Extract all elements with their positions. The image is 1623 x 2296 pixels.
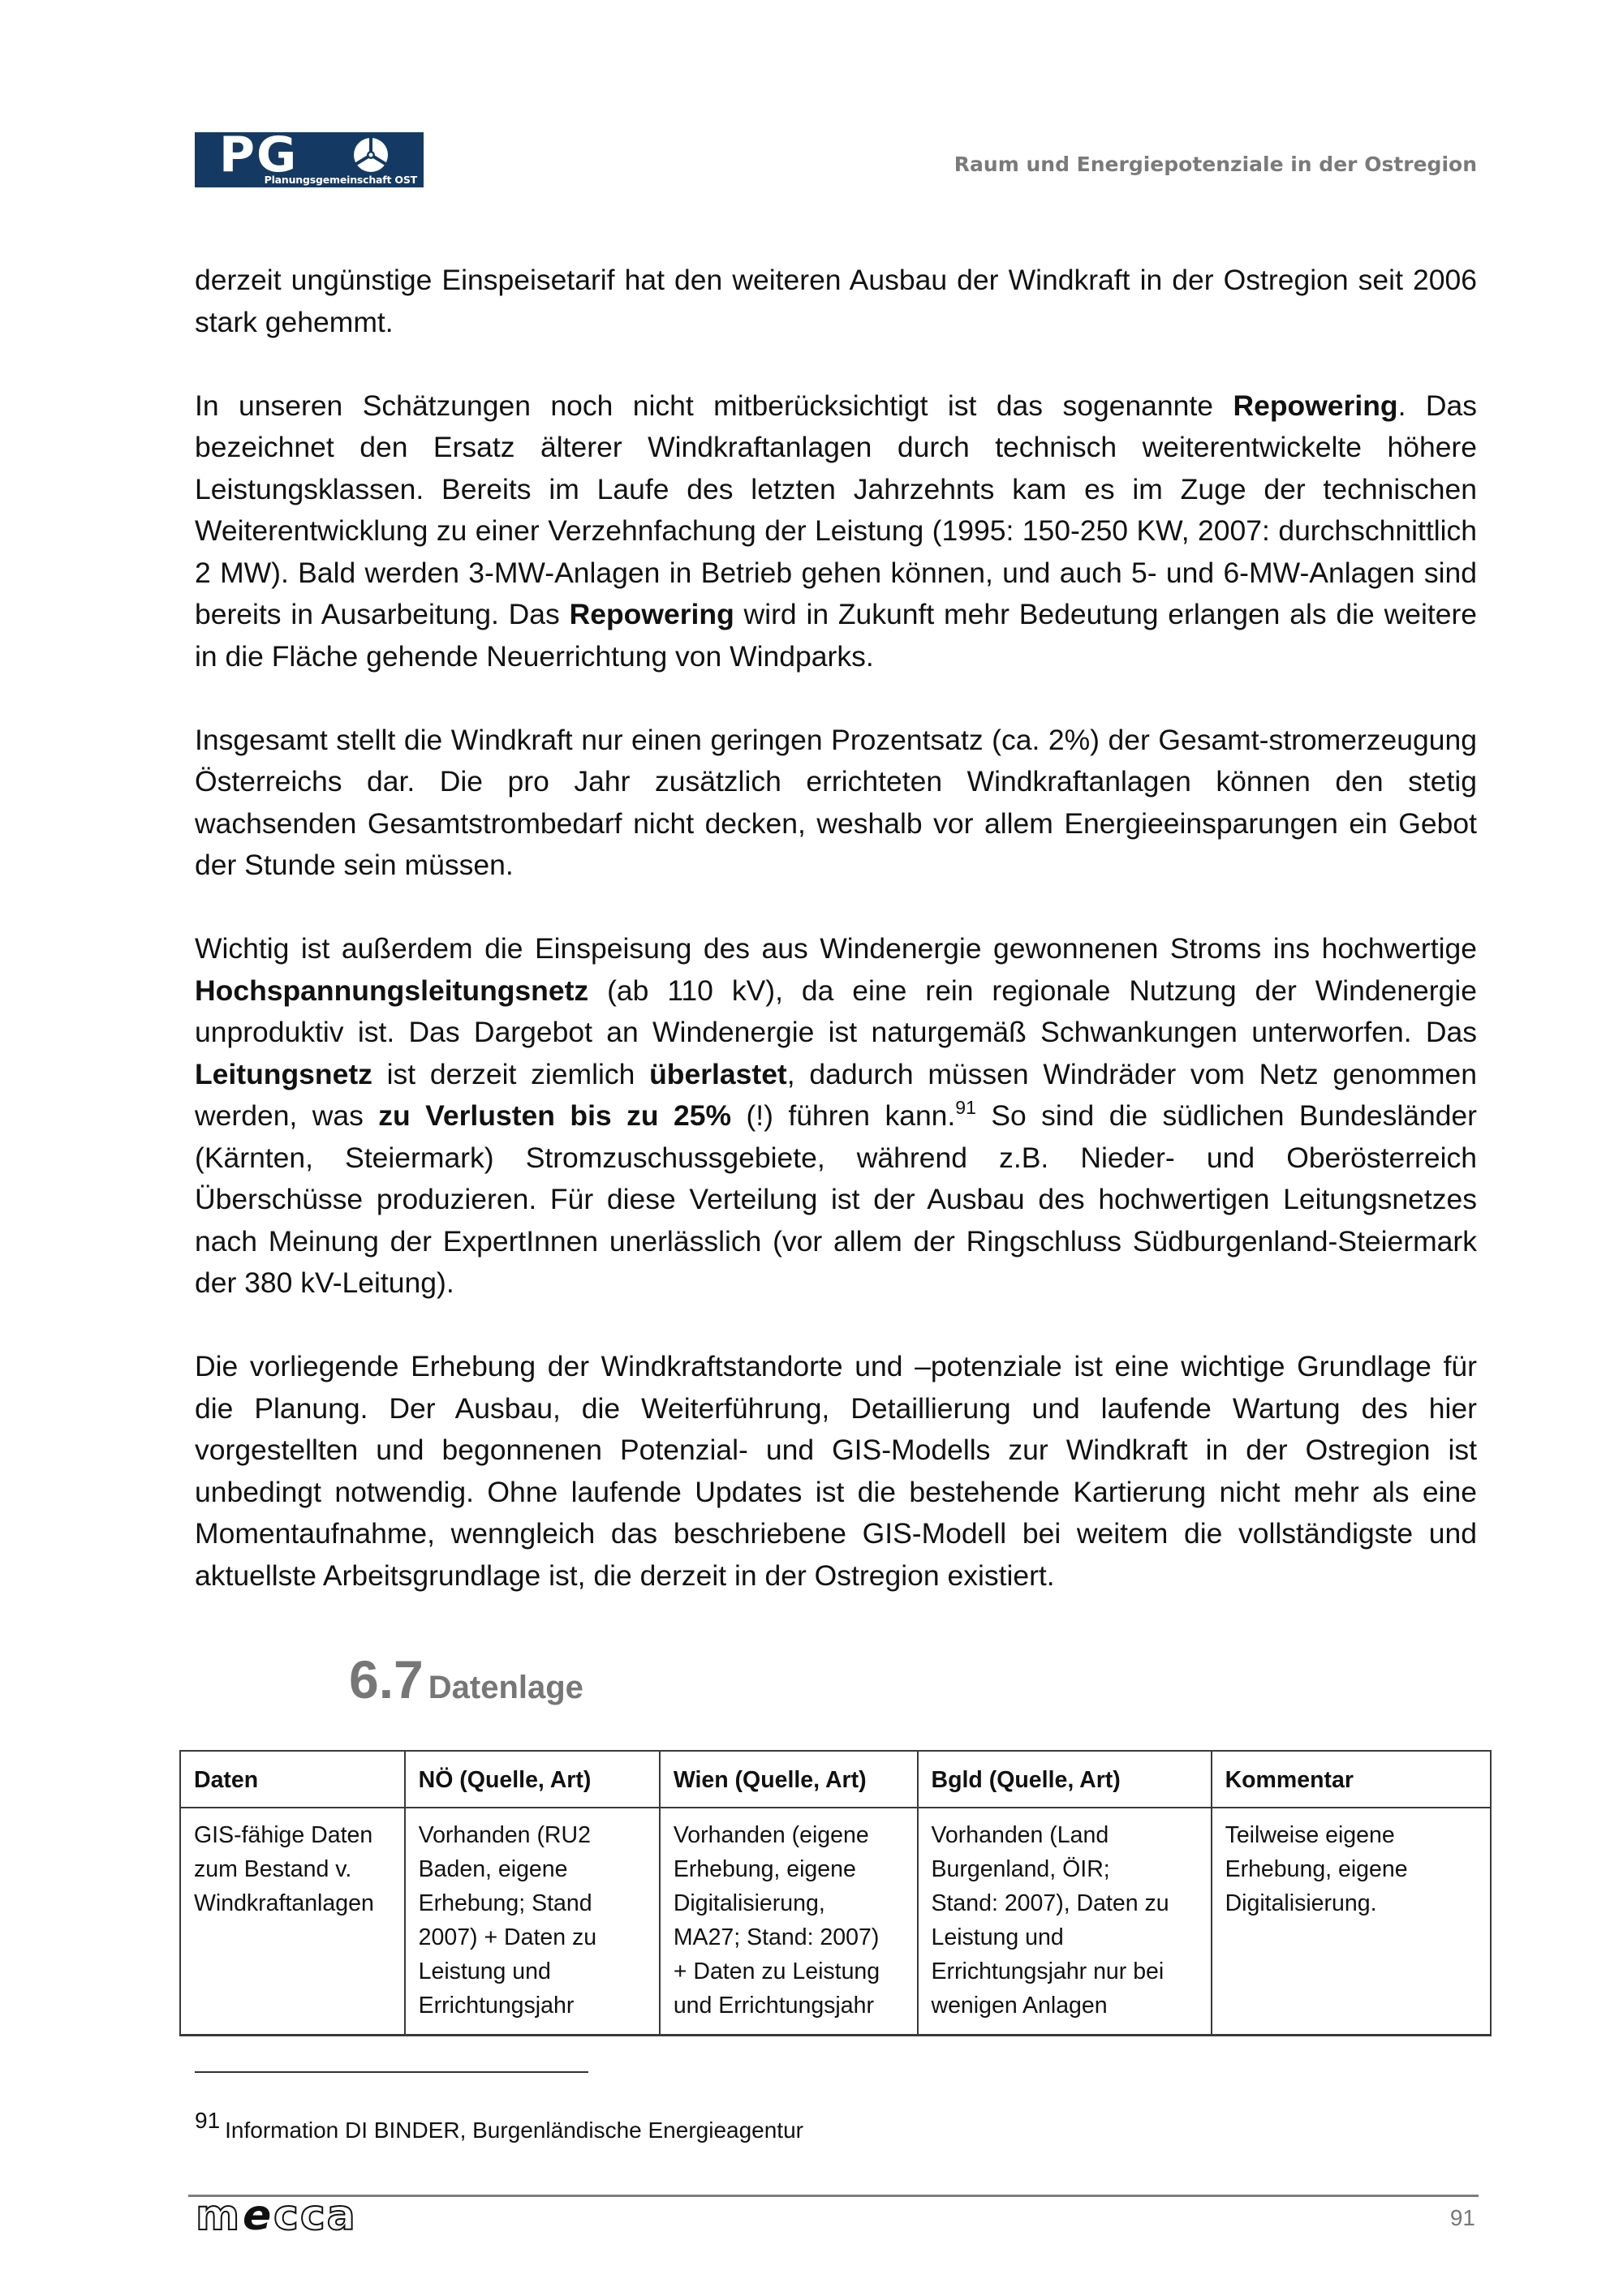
cell-text-line: Leistung und — [418, 1958, 551, 1984]
cell-text-line: Errichtungsjahr — [418, 1993, 575, 2019]
table-cell — [918, 1808, 1212, 2036]
body-text — [195, 260, 1477, 1639]
cell-text-line: Erhebung; Stand — [418, 1890, 592, 1916]
text-segment: derzeit ungünstige Einspeisetarif hat den weiteren Ausbau der Windkraft in der Ostregion seit 2006 stark gehemmt. — [195, 264, 1477, 338]
logo-letters: PG — [219, 127, 299, 183]
text-segment: So sind die südlichen Bundesländer (Kärnten, Steiermark) Stromzuschussgebiete, während z.B. Nieder- und Oberösterreich Überschüsse produzieren. Für diese Verteilung ist der Ausbau des hochwertigen Leitungsnetzes nach Meinung der ExpertInnen unerlässlich (vor allem der Ringschluss Südburgenland-Steiermark der 380 kV-Leitung). — [195, 1099, 1478, 1299]
emphasized-text: Repowering — [1233, 389, 1398, 422]
cell-text-line: Leistung und — [931, 1924, 1064, 1950]
table-cell — [405, 1808, 660, 2036]
emphasized-text: überlastet — [649, 1057, 787, 1090]
data-availability-table — [179, 1750, 1492, 2036]
paragraph — [195, 928, 1477, 1305]
table-row — [180, 1808, 1491, 2036]
cell-text-line: und Errichtungsjahr — [673, 1993, 874, 2019]
cell-text-line: Stand: 2007), Daten zu — [931, 1890, 1169, 1916]
text-segment: (!) führen kann. — [731, 1099, 956, 1132]
text-segment: ist derzeit ziemlich — [372, 1057, 650, 1090]
footnote-reference[interactable]: 91 — [955, 1097, 976, 1118]
cell-text-line: Errichtungsjahr nur bei — [931, 1958, 1165, 1984]
paragraph — [195, 385, 1477, 678]
cell-text-line: Teilweise eigene — [1225, 1822, 1395, 1848]
emphasized-text: Hochspannungsleitungsnetz — [195, 974, 589, 1007]
cell-text-line: GIS-fähige Daten — [194, 1822, 373, 1848]
svg-text:m: m — [196, 2191, 239, 2238]
text-segment: (ab 110 kV), da eine rein regionale Nutzung der Windenergie unproduktiv ist. Das Dargebot an Windenergie ist naturgemäß Schwankungen unterworfen. Das — [195, 974, 1477, 1048]
svg-text:cca: cca — [273, 2191, 357, 2238]
cell-text-line: + Daten zu Leistung — [673, 1958, 880, 1984]
column-header: Kommentar — [1212, 1751, 1491, 1808]
cell-text-line: zum Bestand v. — [194, 1856, 352, 1882]
section-title: Datenlage — [428, 1670, 583, 1705]
table-cell — [180, 1808, 405, 2036]
paragraph — [195, 260, 1477, 343]
cell-text-line: Digitalisierung. — [1225, 1890, 1377, 1916]
column-header: Bgld (Quelle, Art) — [918, 1751, 1212, 1808]
column-header: NÖ (Quelle, Art) — [405, 1751, 660, 1808]
column-header: Daten — [180, 1751, 405, 1808]
text-segment: Die vorliegende Erhebung der Windkraftstandorte und –potenziale ist eine wichtige Grundlage für die Planung. Der Ausbau, die Weiterführung, Detaillierung und laufende Wartung des hier vorgestellten und begonnenen Potenzial- und GIS-Modells zur Windkraft in der Ostregion ist unbedingt notwendig. Ohne laufende Updates ist die bestehende Kartierung nicht mehr als eine Momentaufnahme, wenngleich das beschriebene GIS-Modell bei weitem die vollständigste und aktuellste Arbeitsgrundlage ist, die derzeit in der Ostregion existiert. — [195, 1350, 1477, 1592]
cell-text-line: Vorhanden (eigene — [673, 1822, 869, 1848]
text-segment: Wichtig ist außerdem die Einspeisung des aus Windenergie gewonnenen Stroms ins hochwertige — [195, 932, 1477, 965]
logo-subtitle: Planungsgemeinschaft OST — [264, 174, 417, 186]
footnote — [195, 2108, 803, 2143]
footnote-number: 91 — [195, 2108, 221, 2133]
cell-text-line: Burgenland, ÖIR; — [931, 1856, 1110, 1882]
cell-text-line: Windkraftanlagen — [194, 1890, 374, 1916]
cell-text-line: MA27; Stand: 2007) — [673, 1924, 880, 1950]
footnote-text: Information DI BINDER, Burgenländische Energieagentur — [225, 2118, 803, 2143]
emphasized-text: Leitungsnetz — [195, 1057, 372, 1090]
text-segment: Insgesamt stellt die Windkraft nur einen geringen Prozentsatz (ca. 2%) der Gesamt-stromerzeugung Österreichs dar. Die pro Jahr zusätzlich errichteten Windkraftanlagen können den stetig wachsenden Gesamtstrombedarf nicht decken, weshalb vor allem Energieeinsparungen ein Gebot der Stunde sein müssen. — [195, 723, 1477, 881]
text-segment: In unseren Schätzungen noch nicht mitberücksichtigt ist das sogenannte — [195, 389, 1233, 422]
cell-text-line: wenigen Anlagen — [931, 1993, 1108, 2019]
emphasized-text: Repowering — [569, 598, 734, 630]
text-segment: wird in Zukunft mehr Bedeutung erlangen als die weitere in die Fläche gehende Neuerrichtung von Windparks. — [195, 598, 1478, 673]
running-header-title: Raum und Energiepotenziale in der Ostregion — [954, 153, 1477, 176]
wind-turbine-wheel-icon — [353, 137, 389, 173]
table-cell — [660, 1808, 918, 2036]
footnote-separator — [195, 2071, 588, 2073]
cell-text-line: Vorhanden (Land — [931, 1822, 1109, 1848]
svg-text:e: e — [243, 2191, 272, 2238]
cell-text-line: Erhebung, eigene — [1225, 1856, 1408, 1882]
footer-rule — [188, 2195, 1479, 2197]
page-number: 91 — [1449, 2205, 1475, 2230]
cell-text-line: Baden, eigene — [418, 1856, 568, 1882]
table-header-row — [180, 1751, 1491, 1808]
mecca-logo — [192, 2189, 371, 2238]
cell-text-line: Vorhanden (RU2 — [418, 1822, 591, 1848]
cell-text-line: Digitalisierung, — [673, 1890, 825, 1916]
text-segment: . Das bezeichnet den Ersatz älterer Windkraftanlagen durch technisch weiterentwickelte höhere Leistungsklassen. Bereits im Laufe des letzten Jahrzehnts kam es im Zuge der technischen Weiterentwicklung zu einer Verzehnfachung der Leistung (1995: 150-250 KW, 2007: durchschnittlich 2 MW). Bald werden 3-MW-Anlagen in Betrieb gehen können, und auch 5- und 6-MW-Anlagen sind bereits in Ausarbeitung. Das — [195, 389, 1477, 630]
column-header: Wien (Quelle, Art) — [660, 1751, 918, 1808]
cell-text-line: 2007) + Daten zu — [418, 1924, 597, 1950]
table-cell — [1212, 1808, 1491, 2036]
paragraph — [195, 720, 1477, 887]
section-heading — [349, 1649, 583, 1710]
pgo-logo — [195, 127, 424, 187]
text-segment: , dadurch müssen Windräder vom Netz genommen werden, was — [195, 1057, 1477, 1132]
cell-text-line: Erhebung, eigene — [673, 1856, 856, 1882]
paragraph — [195, 1346, 1477, 1597]
emphasized-text: zu Verlusten bis zu 25% — [378, 1099, 732, 1132]
section-number: 6.7 — [349, 1649, 424, 1709]
